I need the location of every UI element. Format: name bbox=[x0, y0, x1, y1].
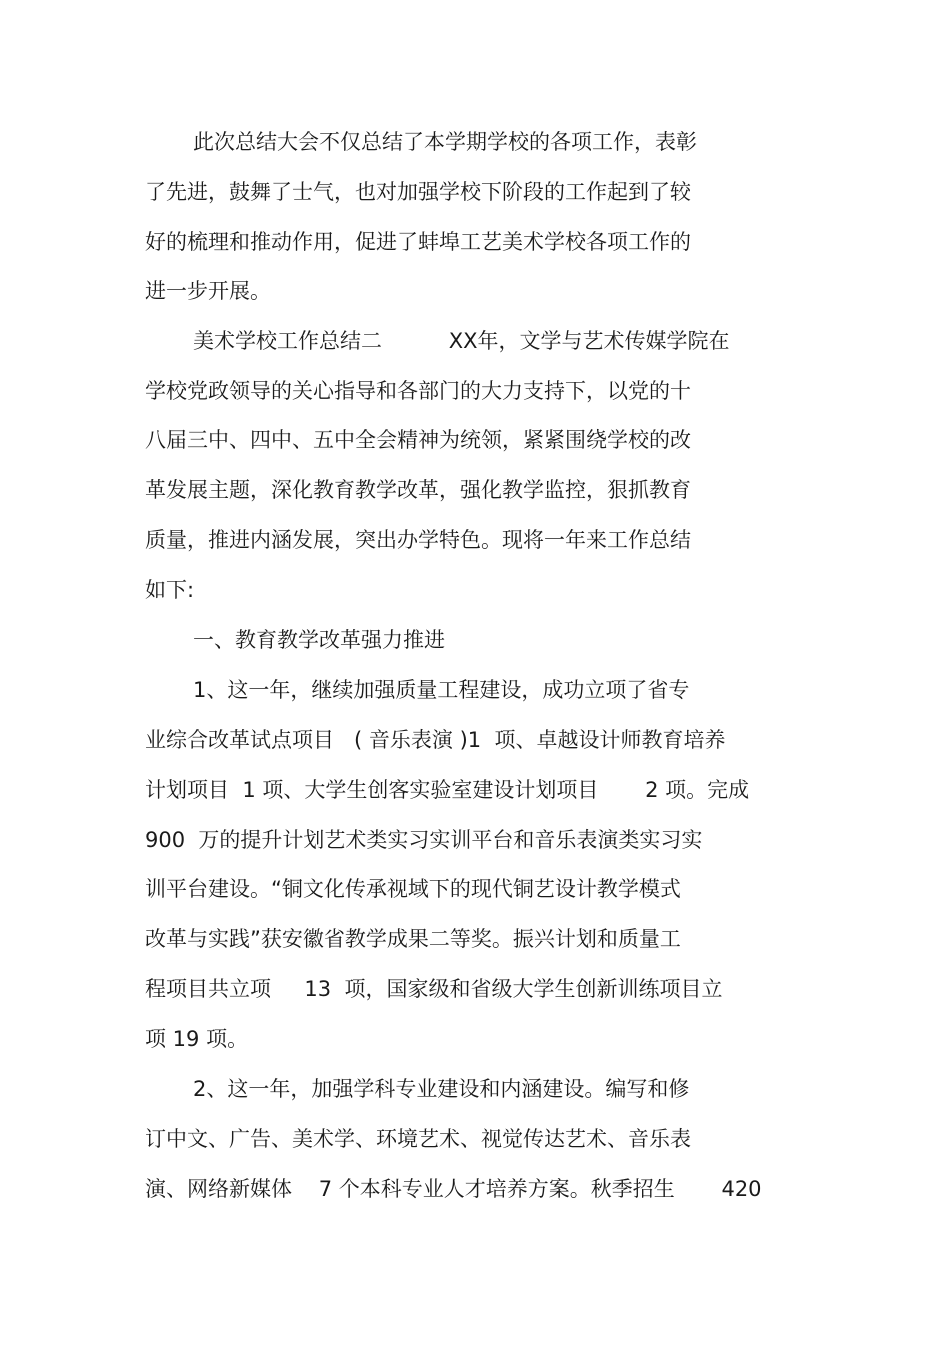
text-line: 项 19 项。 bbox=[145, 1027, 249, 1051]
text-line: 进一步开展。 bbox=[145, 279, 271, 303]
text-line: 演、网络新媒体 7 个本科专业人才培养方案。秋季招生 420 bbox=[145, 1177, 762, 1201]
text-line: 好的梳理和推动作用，促进了蚌埠工艺美术学校各项工作的 bbox=[145, 230, 691, 254]
text-line: 程项目共立项 13 项，国家级和省级大学生创新训练项目立 bbox=[145, 977, 723, 1001]
section-heading-line: 美术学校工作总结二 XX年，文学与艺术传媒学院在 bbox=[193, 329, 730, 353]
text-line: 2、这一年，加强学科专业建设和内涵建设。编写和修 bbox=[193, 1077, 690, 1101]
text-line: 革发展主题，深化教育教学改革，强化教学监控，狠抓教育 bbox=[145, 478, 691, 502]
text-line: 如下: bbox=[145, 578, 195, 602]
text-line: 1、这一年，继续加强质量工程建设，成功立项了省专 bbox=[193, 678, 690, 702]
text-line: 学校党政领导的关心指导和各部门的大力支持下，以党的十 bbox=[145, 379, 691, 403]
text-line: 了先进，鼓舞了士气，也对加强学校下阶段的工作起到了较 bbox=[145, 180, 691, 204]
text-line: 计划项目 1 项、大学生创客实验室建设计划项目 2 项。完成 bbox=[145, 778, 750, 802]
subheading-line: 一、教育教学改革强力推进 bbox=[193, 628, 445, 652]
text-line: 订中文、广告、美术学、环境艺术、视觉传达艺术、音乐表 bbox=[145, 1127, 691, 1151]
text-line: 业综合改革试点项目 ( 音乐表演 )1 项、卓越设计师教育培养 bbox=[145, 728, 726, 752]
text-line: 训平台建设。“铜文化传承视域下的现代铜艺设计教学模式 bbox=[145, 877, 681, 901]
text-line: 此次总结大会不仅总结了本学期学校的各项工作，表彰 bbox=[193, 130, 697, 154]
text-line: 900 万的提升计划艺术类实习实训平台和音乐表演类实习实 bbox=[145, 828, 703, 852]
text-line: 质量，推进内涵发展，突出办学特色。现将一年来工作总结 bbox=[145, 528, 691, 552]
text-line: 八届三中、四中、五中全会精神为统领，紧紧围绕学校的改 bbox=[145, 428, 691, 452]
text-line: 改革与实践”获安徽省教学成果二等奖。振兴计划和质量工 bbox=[145, 927, 681, 951]
